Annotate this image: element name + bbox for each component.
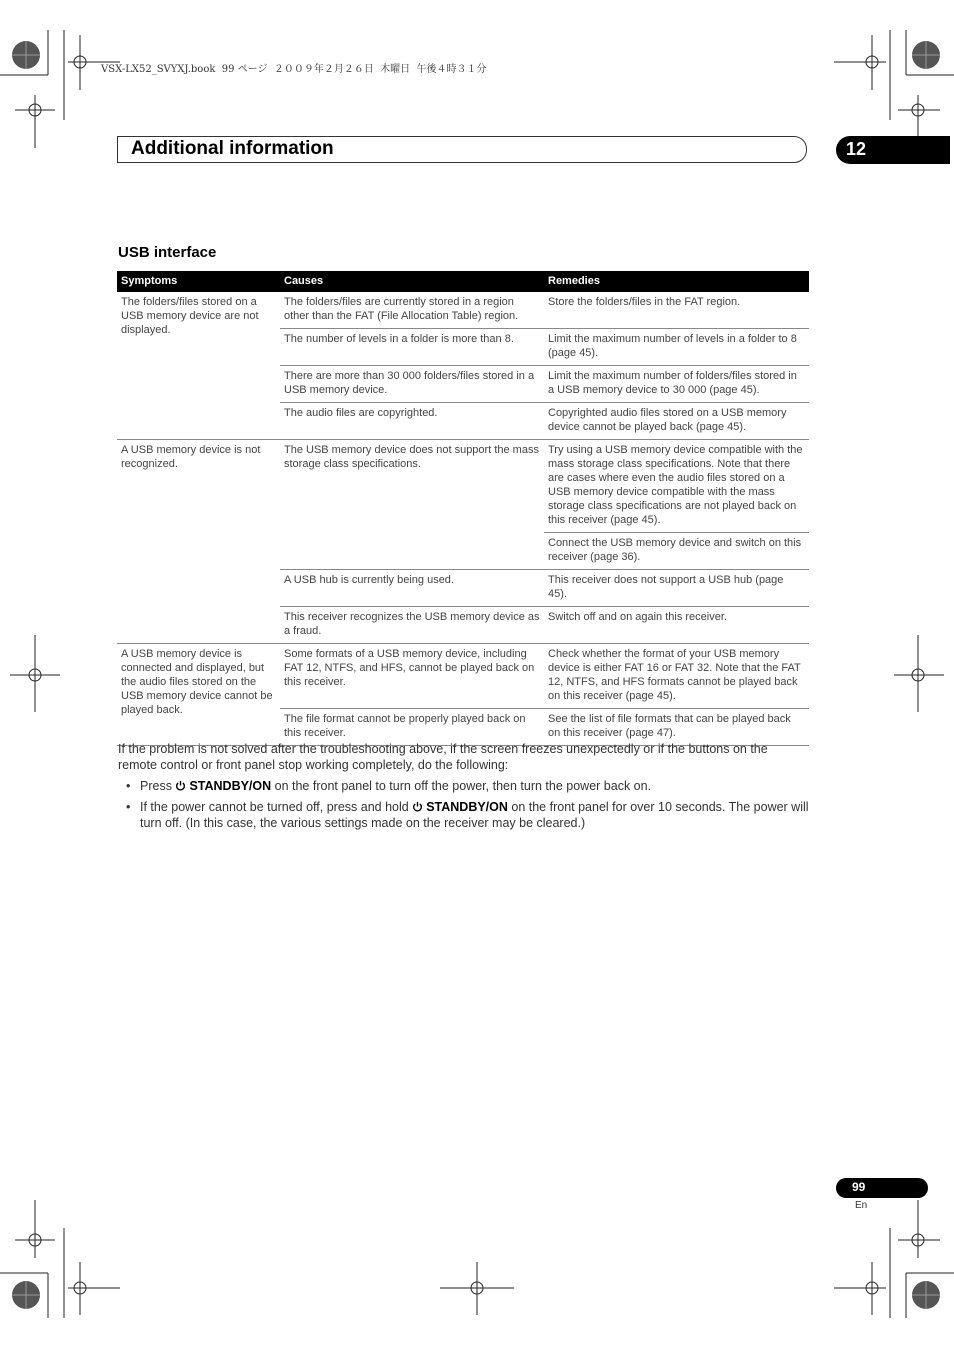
list-item — [118, 778, 810, 794]
remedy-cell: Connect the USB memory device and switch on this receiver (page 36). — [544, 533, 809, 570]
table-row — [117, 292, 809, 329]
remedy-cell: Copyrighted audio files stored on a USB memory device cannot be played back (page 45). — [544, 403, 809, 440]
remedy-cell: Check whether the format of your USB memory device is either FAT 16 or FAT 32. Note that the FAT 12, NTFS, and HFS formats cannot be played back on this receiver (page 45). — [544, 644, 809, 709]
table-row — [117, 644, 809, 709]
bullet-icon: • — [126, 800, 131, 814]
cause-cell: The audio files are copyrighted. — [280, 403, 544, 440]
remedy-cell: This receiver does not support a USB hub (page 45). — [544, 570, 809, 607]
remedy-cell: See the list of file formats that can be played back on this receiver (page 47). — [544, 709, 809, 746]
remedy-cell: Switch off and on again this receiver. — [544, 607, 809, 644]
power-icon — [175, 780, 186, 791]
bullet2-post: on the front panel for over 10 seconds. The power will turn off. (In this case, the various settings made on the receiver may be cleared.) — [140, 800, 809, 830]
cause-cell: Some formats of a USB memory device, including FAT 12, NTFS, and HFS, cannot be played back on this receiver. — [280, 644, 544, 709]
remedy-cell: Limit the maximum number of levels in a folder to 8 (page 45). — [544, 329, 809, 366]
remedy-cell: Try using a USB memory device compatible with the mass storage class specifications. Note that there are cases where even the audio files stored on a USB memory device compatible with the mass storage class specifications are not played back on this receiver (page 45). — [544, 440, 809, 533]
instruction-list — [118, 778, 810, 831]
column-header-symptoms: Symptoms — [117, 271, 280, 292]
standby-on-key: STANDBY/ON — [426, 800, 508, 814]
cause-cell: There are more than 30 000 folders/files stored in a USB memory device. — [280, 366, 544, 403]
table-header-row — [117, 271, 809, 292]
body-text — [118, 741, 810, 836]
bullet-icon: • — [126, 779, 131, 793]
page-language: En — [855, 1200, 868, 1211]
bullet1-post: on the front panel to turn off the power, then turn the power back on. — [271, 779, 652, 793]
cause-cell: The folders/files are currently stored in a region other than the FAT (File Allocation Table) region. — [280, 292, 544, 329]
remedy-cell: Store the folders/files in the FAT region. — [544, 292, 809, 329]
symptom-cell: A USB memory device is connected and displayed, but the audio files stored on the USB memory device cannot be played back. — [117, 644, 280, 746]
bullet1-pre: Press — [140, 779, 176, 793]
cause-cell: The USB memory device does not support the mass storage class specifications. — [280, 440, 544, 570]
chapter-number: 12 — [846, 139, 867, 159]
troubleshooting-table — [117, 271, 809, 746]
cause-cell: The number of levels in a folder is more than 8. — [280, 329, 544, 366]
cause-cell: The file format cannot be properly played back on this receiver. — [280, 709, 544, 746]
section-title: USB interface — [118, 244, 217, 261]
column-header-causes: Causes — [280, 271, 544, 292]
page-number-badge — [836, 1178, 928, 1198]
symptom-cell: The folders/files stored on a USB memory device are not displayed. — [117, 292, 280, 440]
table-row — [117, 440, 809, 533]
power-icon — [412, 801, 423, 812]
page-title: Additional information — [131, 138, 334, 159]
remedy-cell: Limit the maximum number of folders/files stored in a USB memory device to 30 000 (page 45). — [544, 366, 809, 403]
cause-cell: A USB hub is currently being used. — [280, 570, 544, 607]
cause-cell: This receiver recognizes the USB memory device as a fraud. — [280, 607, 544, 644]
bullet2-pre: If the power cannot be turned off, press and hold — [140, 800, 413, 814]
page-number: 99 — [852, 1180, 866, 1194]
symptom-cell: A USB memory device is not recognized. — [117, 440, 280, 644]
standby-on-key: STANDBY/ON — [189, 779, 272, 793]
list-item — [118, 799, 810, 831]
print-info: VSX-LX52_SVYXJ.book 99 ページ ２００９年２月２６日 木曜日 午後４時３１分 — [101, 64, 487, 75]
intro-paragraph: If the problem is not solved after the troubleshooting above, if the screen freezes unexpectedly or if the buttons on the remote control or front panel stop working completely, do the following: — [118, 742, 768, 772]
column-header-remedies: Remedies — [544, 271, 809, 292]
